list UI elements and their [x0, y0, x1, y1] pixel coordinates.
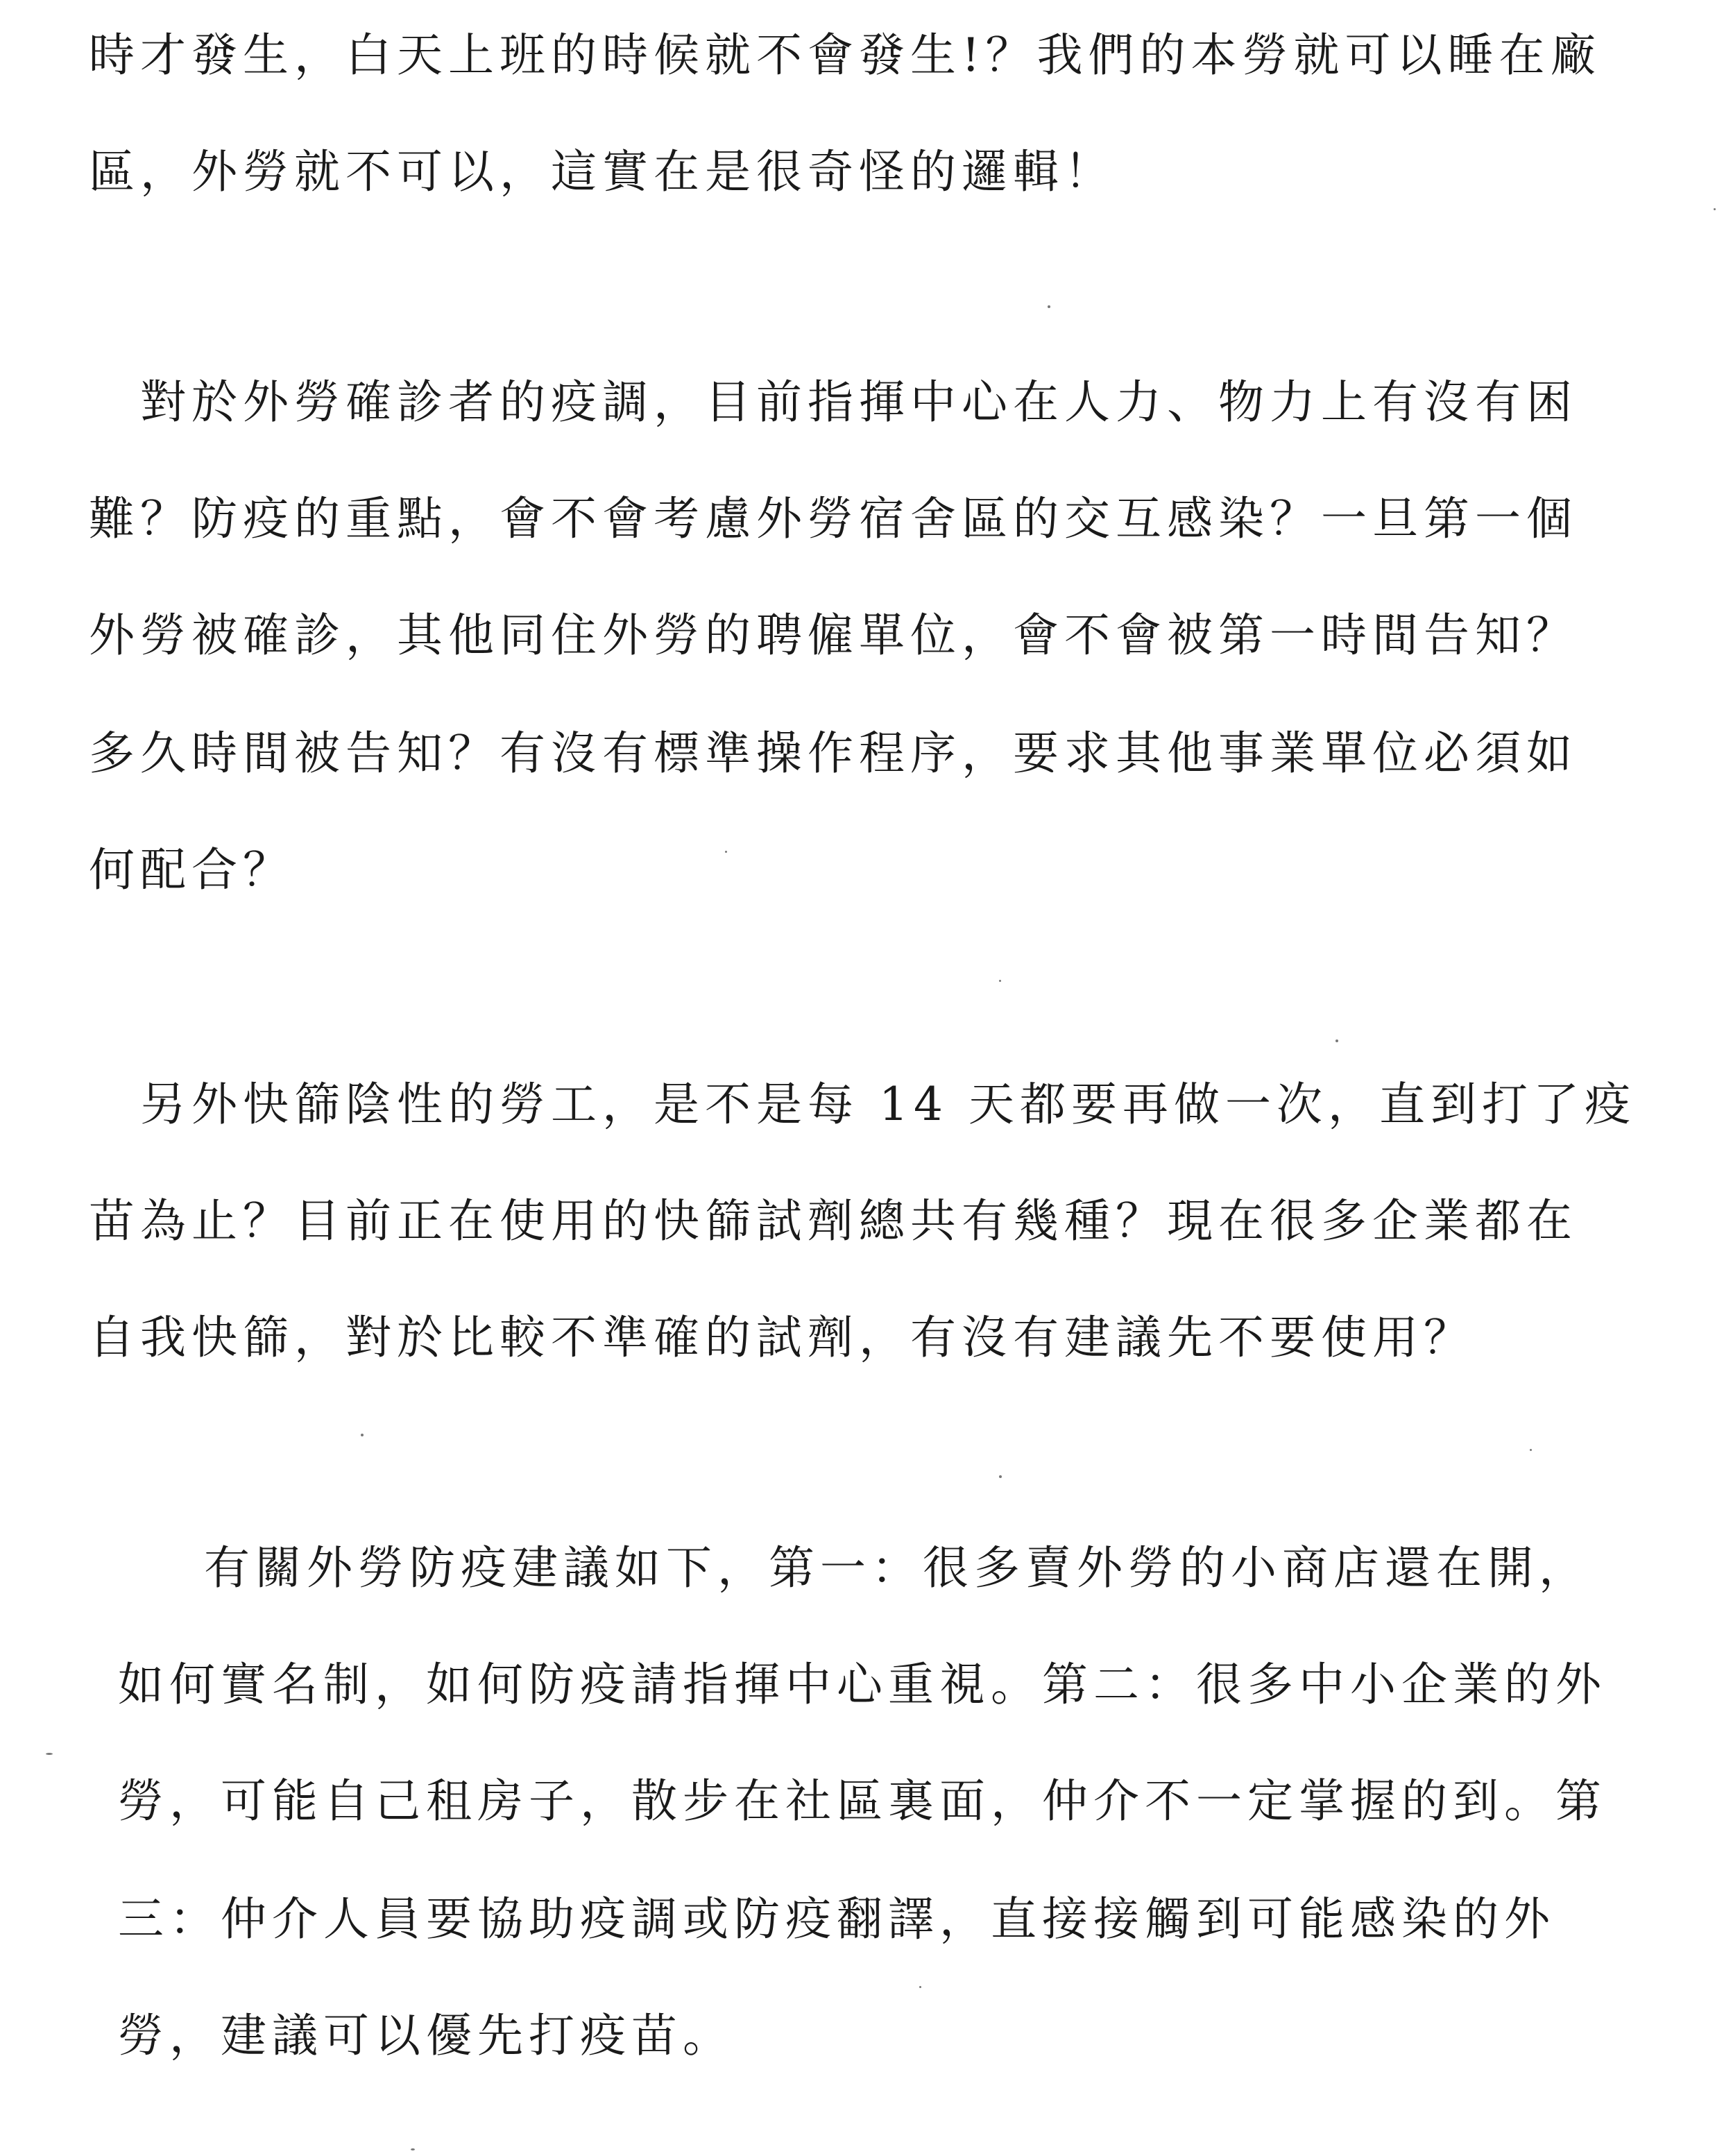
- scan-speck: [725, 851, 727, 853]
- text-line: 三：仲介人員要協助疫調或防疫翻譯，直接接觸到可能感染的外: [118, 1892, 1555, 1946]
- text-line: 有關外勞防疫建議如下，第一：很多賣外勞的小商店還在開，: [153, 1541, 1590, 1595]
- scan-speck: [999, 980, 1001, 982]
- scan-speck: [1048, 305, 1050, 308]
- scan-speck: [361, 1434, 364, 1436]
- scan-speck: [411, 2148, 415, 2150]
- text-line: 難？防疫的重點，會不會考慮外勞宿舍區的交互感染？一旦第一個: [89, 492, 1578, 545]
- scan-speck: [1335, 1039, 1338, 1042]
- scan-speck: [1714, 208, 1716, 210]
- scan-speck: [1530, 1449, 1532, 1451]
- text-line: 對於外勞確診者的疫調，目前指揮中心在人力、物力上有沒有困: [89, 375, 1578, 429]
- scan-speck: [46, 1753, 53, 1755]
- text-line: 時才發生，白天上班的時候就不會發生!？我們的本勞就可以睡在廠: [89, 28, 1602, 82]
- text-line: 外勞被確診，其他同住外勞的聘僱單位，會不會被第一時間告知？: [89, 609, 1578, 662]
- text-line: 何配合？: [89, 843, 294, 897]
- text-line: 苗為止？目前正在使用的快篩試劑總共有幾種？現在很多企業都在: [89, 1194, 1578, 1248]
- text-line: 區，外勞就不可以，這實在是很奇怪的邏輯！: [89, 145, 1116, 198]
- text-line: 多久時間被告知？有沒有標準操作程序，要求其他事業單位必須如: [89, 727, 1578, 780]
- text-line: 勞，建議可以優先打疫苗。: [118, 2009, 734, 2062]
- scan-speck: [919, 1986, 921, 1988]
- text-line: 如何實名制，如何防疫請指揮中心重視。第二：很多中小企業的外: [118, 1658, 1607, 1711]
- scan-speck: [999, 1475, 1002, 1478]
- text-line: 自我快篩，對於比較不準確的試劑，有沒有建議先不要使用？: [89, 1311, 1475, 1364]
- text-line: 勞，可能自己租房子，散步在社區裏面，仲介不一定掌握的到。第: [118, 1774, 1607, 1828]
- text-line: 另外快篩陰性的勞工，是不是每 14 天都要再做一次，直到打了疫: [89, 1078, 1636, 1131]
